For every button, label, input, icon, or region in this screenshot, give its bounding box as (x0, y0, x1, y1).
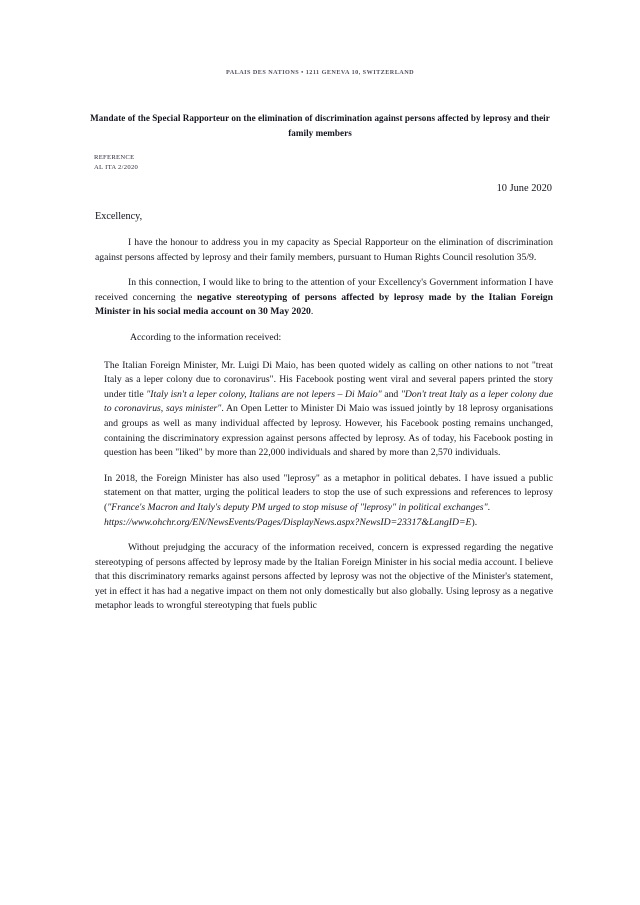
paragraph-di-maio-account (104, 359, 553, 461)
letterhead-address: PALAIS DES NATIONS • 1211 GENEVA 10, SWITZERLAND (225, 69, 415, 76)
paragraph-according-to: According to the information received: (130, 331, 282, 343)
paragraph-without-prejudging: Without prejudging the accuracy of the information received, concern is expressed regarding the negative stereotyping of persons affected by leprosy made by the Italian Foreign Minister in his social media account. I believe that this discriminatory remarks against persons affected by leprosy was not the objective of the Minister's statement, yet in effect it has had a negative impact on them not only domestically but also globally. Using leprosy as a negative metaphor leads to wrongful stereotyping that fuels public (95, 542, 553, 612)
paragraph-honour: I have the honour to address you in my capacity as Special Rapporteur on the elimination of discrimination against persons affected by leprosy and their family members, pursuant to Human Rights Council resolution 35/9. (95, 237, 553, 263)
metaphor-text-b: . (487, 501, 491, 513)
reference-label: REFERENCE (94, 154, 135, 161)
metaphor-text-a: In 2018, the Foreign Minister has also used "leprosy" as a metaphor in political debates. I have issued a public statement on that matter, urging the political leaders to stop the use of such expressions and references to leprosy ( (104, 472, 553, 513)
di-maio-text-b: and (381, 388, 401, 400)
paragraph-connection-bold: negative stereotyping of persons affected by leprosy made by the Italian Foreign Minister in his social media account on 30 May 2020 (95, 291, 553, 318)
metaphor-text-c: ). (471, 516, 478, 528)
di-maio-text-c: . An Open Letter to Minister Di Maio was issued jointly by 18 leprosy organisations and groups as well as many individual affected by leprosy. However, his Facebook posting remains unchanged, containing the discriminatory expression against persons affected by leprosy. As of today, his Facebook posting in question has been "liked" by more than 22,000 individuals and shared by more than 2,570 individuals. (104, 403, 553, 459)
headline-quote-one: "Italy isn't a leper colony, Italians are not lepers – Di Maio" (146, 388, 382, 400)
paragraph-connection (95, 276, 553, 320)
paragraph-connection-text-a: In this connection, I would like to bring to the attention of your Excellency's Government information I have received concerning the (95, 277, 553, 303)
paragraph-connection-text-b: . (310, 306, 314, 318)
paragraph-2018-metaphor (104, 472, 553, 530)
document-body (95, 236, 553, 625)
ohchr-news-link[interactable]: https://www.ohchr.org/EN/NewsEvents/Pages/DisplayNews.aspx?NewsID=23317&LangID=E (104, 516, 472, 528)
headline-quote-two: "Don't treat Italy as a leper colony due to coronavirus, says minister" (104, 388, 553, 415)
reference-block (94, 153, 138, 172)
document-date: 10 June 2020 (496, 183, 552, 194)
mandate-title: Mandate of the Special Rapporteur on the elimination of discrimination against persons affected by leprosy and their family members (90, 113, 550, 138)
reference-code: AL ITA 2/2020 (94, 163, 139, 171)
salutation: Excellency, (95, 211, 143, 222)
di-maio-text-a: The Italian Foreign Minister, Mr. Luigi Di Maio, has been quoted widely as calling on other nations to not "treat Italy as a leper colony due to coronavirus". His Facebook posting went viral and several papers printed the story under title (104, 359, 553, 400)
statement-title-quote: "France's Macron and Italy's deputy PM urged to stop misuse of "leprosy" in political exchanges" (107, 501, 488, 513)
